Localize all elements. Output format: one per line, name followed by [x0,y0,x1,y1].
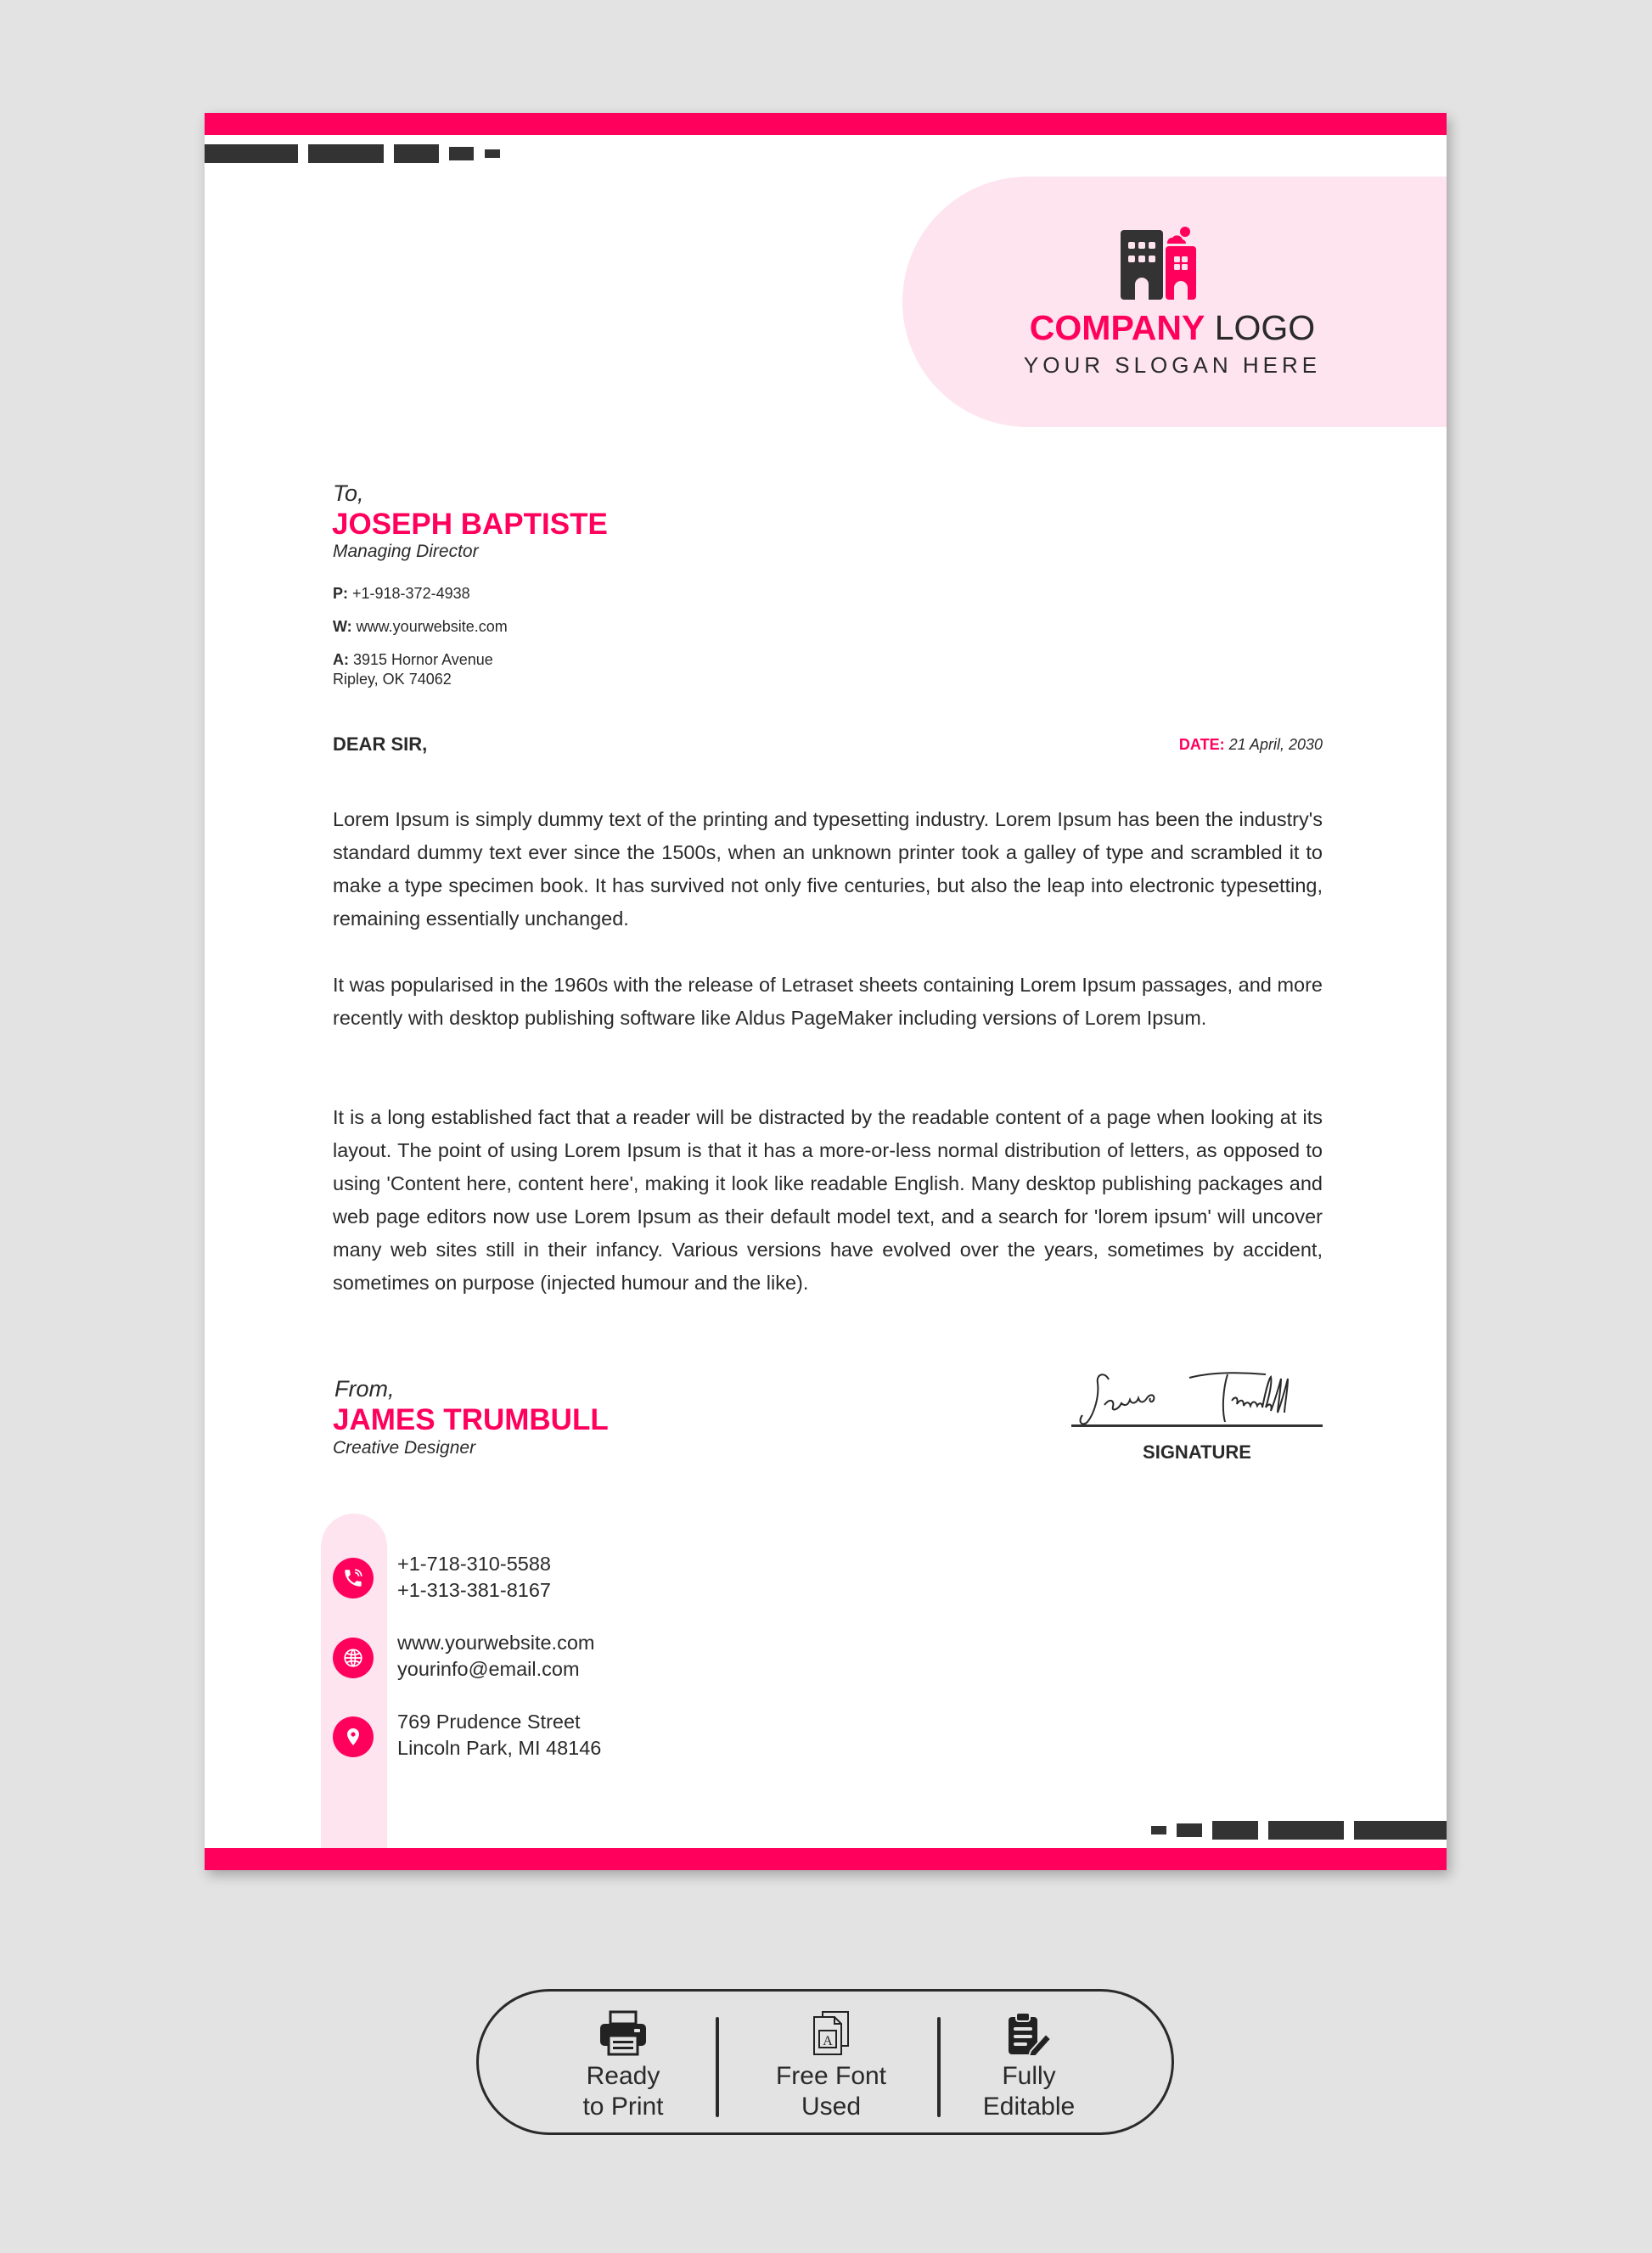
body-paragraph-3: It is a long established fact that a reader will be distracted by the readable content of a page when looking at its layout. The point of using Lorem Ipsum is that it has a more-or-less normal distribution of letters, as opposed to using 'Content here, content here', making it look like readable English. Many desktop publishing packages and web page editors now use Lorem Ipsum as their default model text, and a search for 'lorem ipsum' will uncover many web sites still in their infancy. Various versions have evolved over the years, sometimes by accident, sometimes on purpose (injected humour and the like). [333,1106,1323,1294]
globe-icon [333,1638,374,1678]
company-slogan: YOUR SLOGAN HERE [1023,352,1322,378]
signature-line [1071,1424,1323,1427]
feature-ready-to-print [517,1992,729,2132]
body-paragraph-2: It was popularised in the 1960s with the release of Letraset sheets containing Lorem Ipsum passages, and more recently with desktop publishing software like Aldus PageMaker including versions of Lorem Ipsum. [333,974,1323,1029]
sender-title: Creative Designer [333,1438,476,1458]
company-name-light: LOGO [1205,308,1316,347]
address-line1: 3915 Hornor Avenue [349,651,493,668]
recipient-address [333,650,493,689]
body-paragraph-1: Lorem Ipsum is simply dummy text of the printing and typesetting industry. Lorem Ipsum has been the industry's standard dummy text ever since the 1500s, when an unknown printer took a galley of type and scrambled it to make a type specimen book. It has survived not only five centuries, but also the leap into electronic typesetting, remaining essentially unchanged. [333,808,1323,930]
address-label: A: [333,651,349,668]
decor-block [1151,1826,1166,1834]
feature-label: Free Font Used [775,2062,887,2121]
logo-background [902,177,1447,427]
buildings-icon [1121,223,1214,300]
contact-email: yourinfo@email.com [397,1658,580,1680]
contact-address-line1: 769 Prudence Street [397,1711,581,1733]
contact-phone-1: +1-718-310-5588 [397,1553,551,1575]
decor-block [485,149,500,158]
contact-phones [397,1551,551,1604]
recipient-website [333,617,508,637]
svg-text:A: A [823,2034,833,2048]
font-file-icon [811,2010,851,2056]
features-badge [476,1989,1174,2135]
decor-block [1177,1823,1202,1837]
signature-label: SIGNATURE [1143,1441,1251,1463]
website-value: www.yourwebsite.com [351,618,508,635]
address-line2: Ripley, OK 74062 [333,671,452,688]
clipboard-edit-icon [1005,2010,1053,2056]
printer-icon [598,2010,648,2056]
location-pin-icon [333,1716,374,1757]
phone-label: P: [333,585,348,602]
recipient-name: JOSEPH BAPTISTE [332,508,608,541]
decor-block [1268,1821,1344,1840]
recipient-phone [333,584,470,604]
letterhead-page [205,113,1447,1870]
decor-block [394,144,439,163]
phone-icon [333,1558,374,1598]
decor-block [308,144,384,163]
phone-value: +1-918-372-4938 [348,585,470,602]
bottom-accent-bar [205,1848,1447,1870]
decor-block [205,144,298,163]
feature-label: Fully Editable [982,2062,1076,2121]
salutation: DEAR SIR, [333,733,428,755]
feature-divider [716,2017,719,2117]
contact-web [397,1630,594,1683]
top-accent-bar [205,113,1447,135]
sender-name: JAMES TRUMBULL [333,1403,609,1436]
website-label: W: [333,618,352,635]
contact-address-line2: Lincoln Park, MI 48146 [397,1737,602,1759]
decor-block [1354,1821,1447,1840]
decor-block [449,147,474,160]
decor-block [1212,1821,1258,1840]
date-value: 21 April, 2030 [1224,736,1323,753]
company-name-bold: COMPANY [1029,308,1205,347]
date-label: DATE: [1178,736,1225,753]
contact-phone-2: +1-313-381-8167 [397,1579,551,1601]
from-label: From, [334,1376,395,1402]
signature-script [1070,1362,1351,1439]
feature-fully-editable [923,1992,1135,2132]
feature-free-font [725,1992,937,2132]
feature-label: Ready to Print [582,2062,664,2121]
contact-website: www.yourwebsite.com [397,1632,595,1654]
to-label: To, [333,480,364,506]
contact-address [397,1709,601,1761]
letter-date [1179,736,1323,754]
recipient-title: Managing Director [333,542,479,561]
company-logo-text [1015,308,1329,348]
